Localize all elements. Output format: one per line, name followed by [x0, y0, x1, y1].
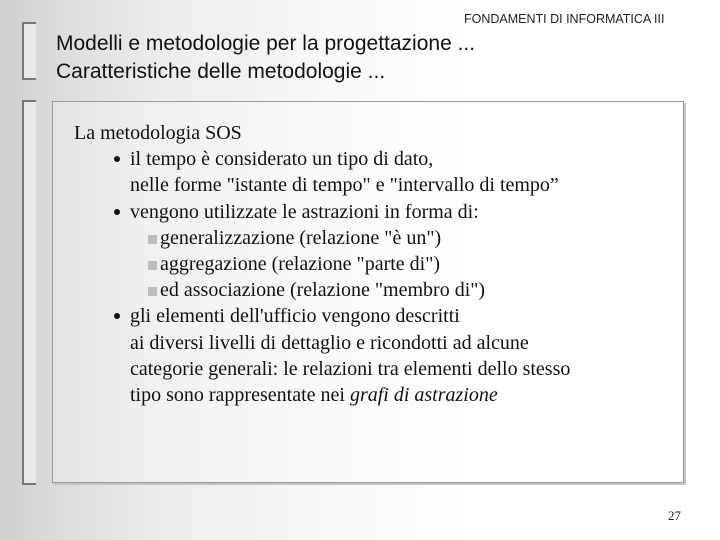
bullet-2-line-1: vengono utilizzate le astrazioni in forma di: [130, 200, 479, 223]
sub-item-1 [74, 225, 674, 251]
title-line-2: Caratteristiche delle metodologie ... [56, 60, 386, 83]
bullet-item-3 [74, 303, 674, 408]
bullet-dot-icon [114, 209, 120, 215]
bullet-dot-icon [114, 156, 120, 162]
bullet-3-line-1: gli elementi dell'ufficio vengono descritti [130, 305, 460, 328]
course-header: FONDAMENTI DI INFORMATICA III [464, 12, 665, 26]
sub-item-2-text: aggregazione (relazione "parte di") [160, 253, 441, 276]
square-bullet-icon [148, 235, 157, 244]
slide-content [74, 120, 674, 408]
sub-item-1-text: generalizzazione (relazione "è un") [160, 226, 442, 249]
page-number: 27 [668, 508, 681, 523]
bullet-1-line-2: nelle forme "istante di tempo" e "intervallo di tempo” [130, 174, 559, 197]
emphasis-text: grafi di astrazione [349, 384, 498, 407]
title-bracket-decoration [22, 22, 36, 80]
bullet-item-1 [74, 146, 674, 198]
bullet-3-line-4 [130, 382, 674, 408]
bullet-item-2 [74, 199, 674, 225]
title-line-1: Modelli e metodologie per la progettazione ... [56, 32, 476, 55]
sub-item-3-text: ed associazione (relazione "membro di") [160, 279, 486, 302]
sub-item-2 [74, 251, 674, 277]
content-heading: La metodologia SOS [74, 122, 242, 144]
bullet-3-line-3: categorie generali: le relazioni tra elementi dello stesso [130, 357, 571, 380]
square-bullet-icon [148, 261, 157, 270]
bullet-1-line-1: il tempo è considerato un tipo di dato, [130, 148, 434, 171]
bullet-3-line-4-prefix: tipo sono rappresentate nei [130, 384, 350, 407]
sub-item-3 [74, 277, 674, 303]
bullet-dot-icon [114, 313, 120, 319]
body-bracket-decoration [22, 100, 36, 485]
bullet-3-line-2: ai diversi livelli di dettaglio e ricondotti ad alcune [130, 331, 529, 354]
square-bullet-icon [148, 287, 157, 296]
slide-title [56, 30, 696, 86]
